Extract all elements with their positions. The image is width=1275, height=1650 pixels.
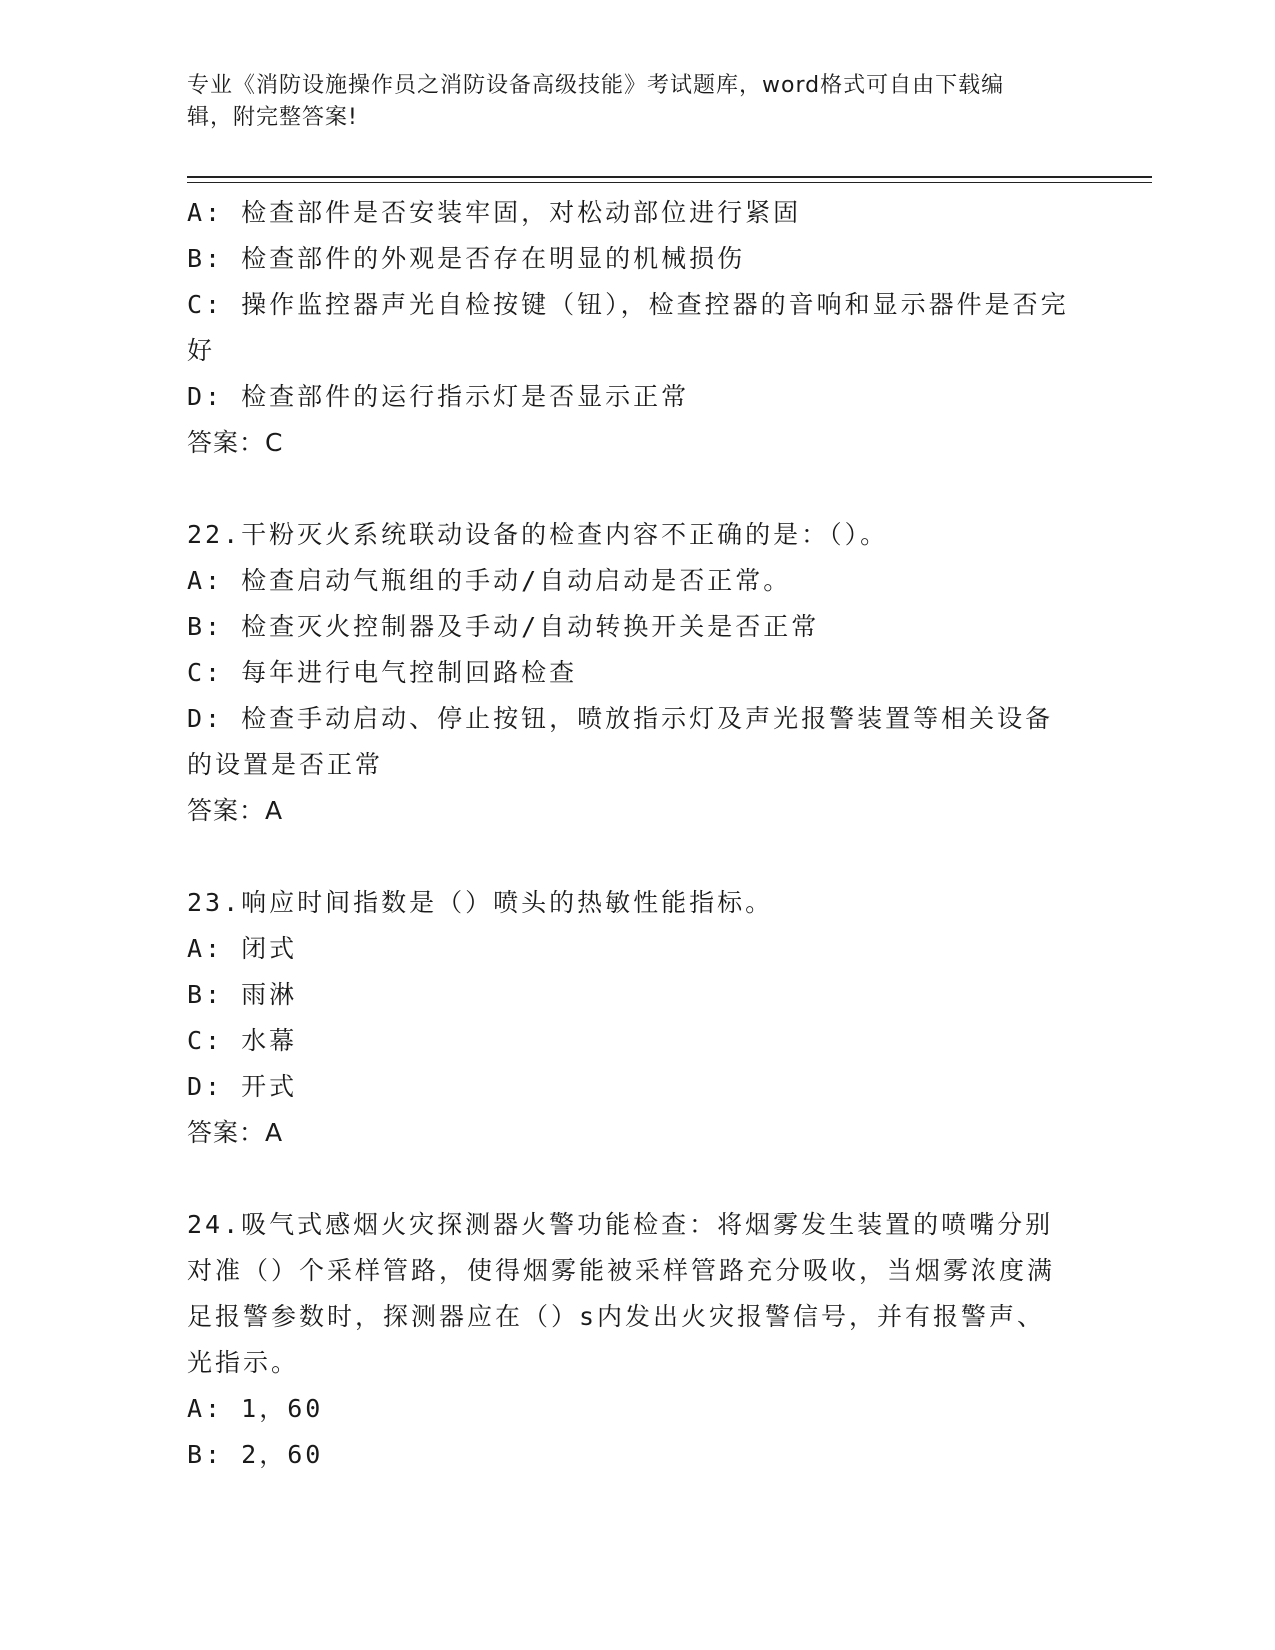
- question-text: 22.干粉灭火系统联动设备的检查内容不正确的是：（）。: [187, 520, 889, 549]
- option-d: D: 检查部件的运行指示灯是否显示正常: [187, 382, 690, 411]
- option-b: B: 雨淋: [187, 980, 298, 1009]
- option-a: A: 检查启动气瓶组的手动/自动启动是否正常。: [187, 566, 792, 595]
- question-23: [187, 880, 1072, 1156]
- answer: 答案：C: [187, 428, 284, 457]
- question-text: 24.吸气式感烟火灾探测器火警功能检查：将烟雾发生装置的喷嘴分别对准（）个采样管路，使得烟雾能被采样管路充分吸收，当烟雾浓度满足报警参数时，探测器应在（）s内发出火灾报警信号，并有报警声、光指示。: [187, 1210, 1056, 1377]
- option-a: A: 1，60: [187, 1394, 324, 1423]
- option-c: C: 操作监控器声光自检按键（钮），检查控器的音响和显示器件是否完好: [187, 290, 1069, 365]
- option-d: D: 开式: [187, 1072, 298, 1101]
- option-b: B: 检查灭火控制器及手动/自动转换开关是否正常: [187, 612, 820, 641]
- option-c: C: 水幕: [187, 1026, 298, 1055]
- header-line-1: 专业《消防设施操作员之消防设备高级技能》考试题库，word格式可自由下载编: [187, 73, 1005, 98]
- header-divider-thin: [187, 182, 1152, 183]
- answer: 答案：A: [187, 796, 284, 825]
- option-c: C: 每年进行电气控制回路检查: [187, 658, 578, 687]
- spacer: [187, 1156, 1072, 1202]
- option-a: A: 闭式: [187, 934, 298, 963]
- header-divider-thick: [187, 176, 1152, 178]
- header-line-2: 辑，附完整答案!: [187, 105, 358, 130]
- option-b: B: 检查部件的外观是否存在明显的机械损伤: [187, 244, 746, 273]
- question-22: [187, 512, 1072, 834]
- question-24: [187, 1202, 1072, 1478]
- option-a: A: 检查部件是否安装牢固，对松动部位进行紧固: [187, 198, 802, 227]
- option-d: D: 检查手动启动、停止按钮，喷放指示灯及声光报警装置等相关设备的设置是否正常: [187, 704, 1054, 779]
- document-header: [187, 70, 1087, 134]
- question-text: 23.响应时间指数是（）喷头的热敏性能指标。: [187, 888, 774, 917]
- option-b: B: 2，60: [187, 1440, 324, 1469]
- answer: 答案：A: [187, 1118, 284, 1147]
- exam-content: [187, 190, 1072, 1478]
- question-21-tail: [187, 190, 1072, 466]
- spacer: [187, 466, 1072, 512]
- spacer: [187, 834, 1072, 880]
